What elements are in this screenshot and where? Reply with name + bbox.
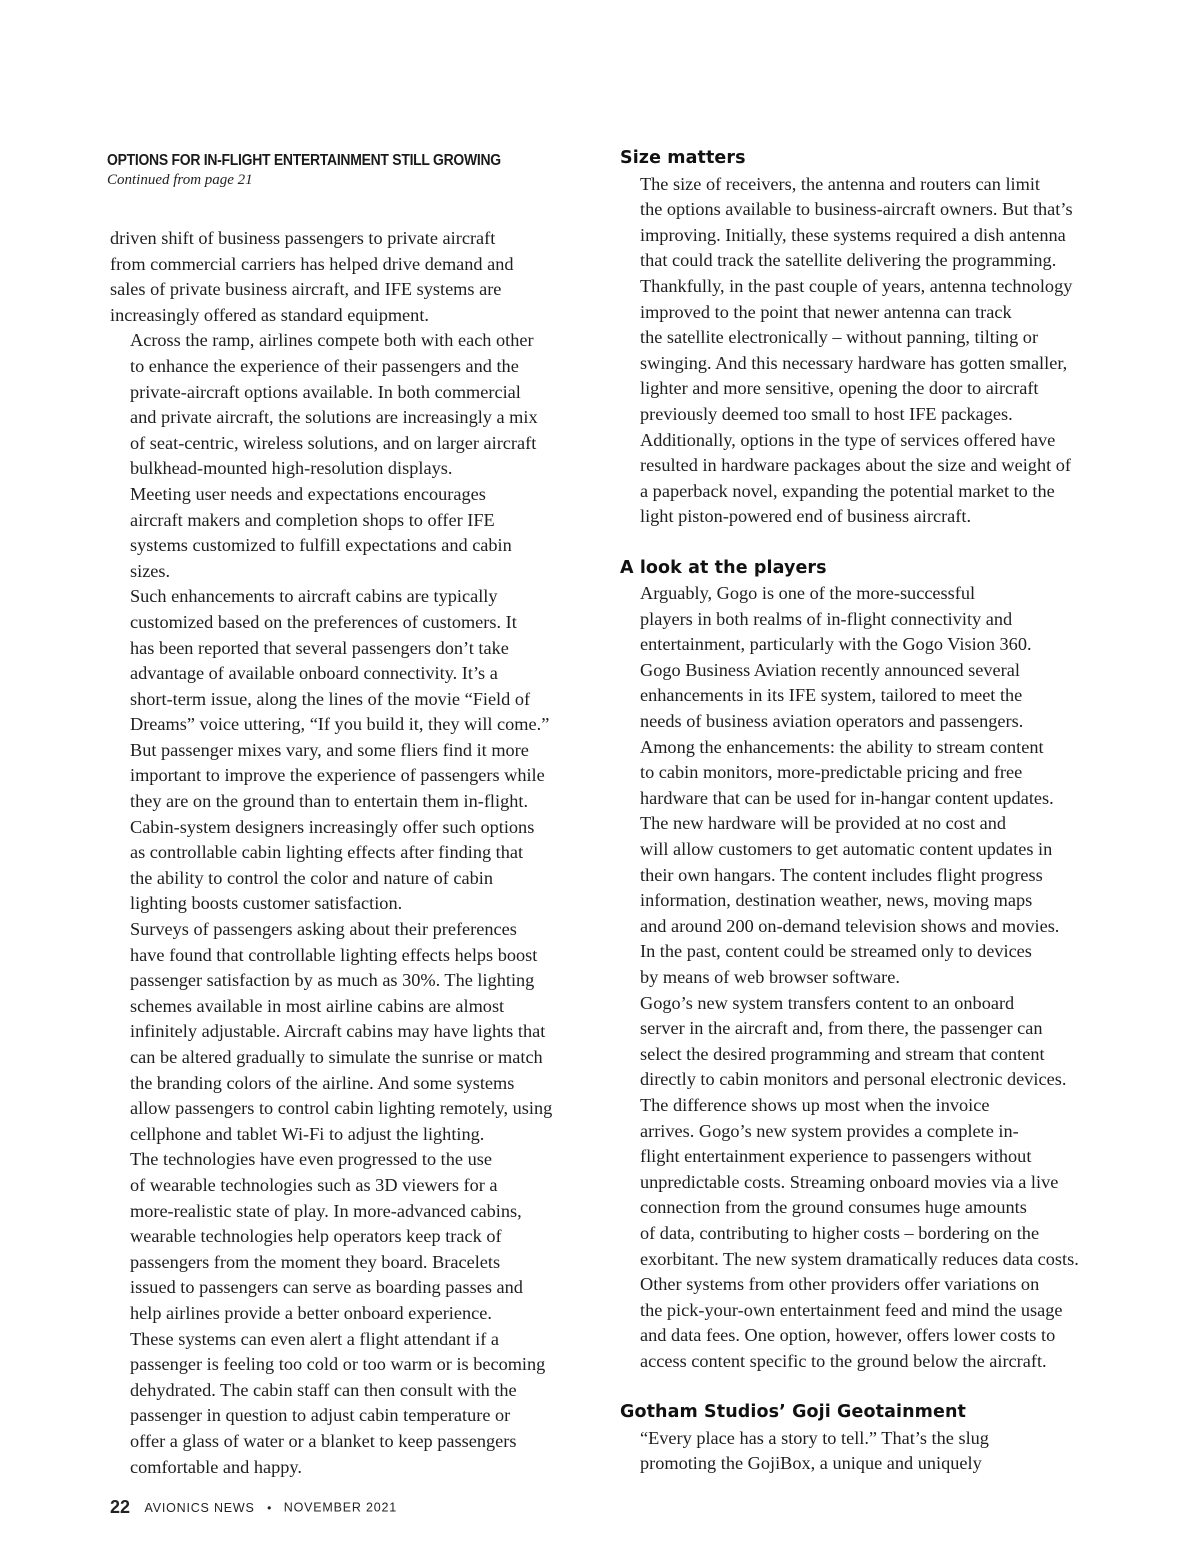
page-footer <box>110 1497 397 1518</box>
text-line: exorbitant. The new system dramatically reduces data costs. <box>640 1248 1079 1269</box>
text-line: Additionally, options in the type of services offered have <box>640 429 1056 450</box>
text-line: issued to passengers can serve as boarding passes and <box>130 1277 523 1298</box>
paragraph <box>620 1093 1098 1272</box>
text-line: resulted in hardware packages about the size and weight of <box>640 455 1071 476</box>
text-line: private-aircraft options available. In both commercial <box>130 381 521 402</box>
text-line: short-term issue, along the lines of the movie “Field of <box>130 688 531 709</box>
text-line: driven shift of business passengers to private aircraft <box>110 228 496 248</box>
text-line: Among the enhancements: the ability to stream content <box>640 736 1044 757</box>
text-line: lighting boosts customer satisfaction. <box>130 893 403 914</box>
text-line: In the past, content could be streamed only to devices <box>640 941 1032 962</box>
footer-bullet: • <box>267 1500 272 1515</box>
text-line: they are on the ground than to entertain them in-flight. <box>130 791 529 812</box>
text-line: infinitely adjustable. Aircraft cabins may have lights that <box>130 1021 546 1042</box>
section-gap <box>620 1375 1098 1401</box>
text-line: more-realistic state of play. In more-advanced cabins, <box>130 1200 522 1221</box>
text-line: from commercial carriers has helped drive demand and <box>110 253 514 274</box>
text-line: comfortable and happy. <box>130 1456 302 1477</box>
text-line: improved to the point that newer antenna can track <box>640 301 1012 322</box>
text-line: as controllable cabin lighting effects after finding that <box>130 842 524 863</box>
text-line: bulkhead-mounted high-resolution displays. <box>130 458 453 479</box>
paragraph <box>620 991 1098 1093</box>
text-line: have found that controllable lighting effects helps boost <box>130 944 538 965</box>
paragraph <box>110 328 590 482</box>
text-line: These systems can even alert a flight attendant if a <box>130 1328 500 1349</box>
text-line: needs of business aviation operators and passengers. <box>640 711 1024 732</box>
text-line: has been reported that several passengers don’t take <box>130 637 509 658</box>
text-line: the ability to control the color and nature of cabin <box>130 867 493 888</box>
text-line: passenger is feeling too cold or too warm or is becoming <box>130 1354 546 1375</box>
paragraph <box>620 811 1098 939</box>
text-line: swinging. And this necessary hardware has gotten smaller, <box>640 352 1068 373</box>
text-line: lighter and more sensitive, opening the door to aircraft <box>640 378 1039 399</box>
text-line: Gogo Business Aviation recently announced several <box>640 659 1020 680</box>
publication-name: AVIONICS NEWS <box>144 1500 255 1515</box>
text-line: select the desired programming and stream that content <box>640 1043 1045 1064</box>
page-number: 22 <box>110 1497 131 1517</box>
text-line: wearable technologies help operators keep track of <box>130 1226 502 1247</box>
text-line: passenger satisfaction by as much as 30%. The lighting <box>130 970 535 991</box>
paragraph <box>110 1327 590 1481</box>
text-line: to enhance the experience of their passengers and the <box>130 355 519 376</box>
paragraph <box>110 584 590 738</box>
text-line: the pick-your-own entertainment feed and mind the usage <box>640 1299 1063 1320</box>
text-line: Gogo’s new system transfers content to an onboard <box>640 992 1015 1013</box>
text-line: offer a glass of water or a blanket to keep passengers <box>130 1430 517 1451</box>
right-column <box>620 146 1098 1477</box>
text-line: The difference shows up most when the invoice <box>640 1094 990 1115</box>
text-line: improving. Initially, these systems required a dish antenna <box>640 224 1066 245</box>
text-line: Across the ramp, airlines compete both with each other <box>130 330 534 351</box>
text-line: will allow customers to get automatic content updates in <box>640 839 1053 860</box>
continued-note: Continued from page 21 <box>107 172 253 188</box>
text-line: flight entertainment experience to passengers without <box>640 1146 1032 1167</box>
text-line: The technologies have even progressed to the use <box>130 1149 492 1170</box>
text-line: sizes. <box>130 560 171 581</box>
text-line: to cabin monitors, more-predictable pricing and free <box>640 762 1023 783</box>
text-line: Other systems from other providers offer variations on <box>640 1274 1040 1295</box>
text-line: Cabin-system designers increasingly offer such options <box>130 816 535 837</box>
text-line: Arguably, Gogo is one of the more-successful <box>640 583 976 604</box>
text-line: promoting the GojiBox, a unique and uniquely <box>640 1453 982 1474</box>
article-header <box>107 151 587 190</box>
text-line: Dreams” voice uttering, “If you build it, they will come.” <box>130 714 550 735</box>
paragraph <box>620 581 1098 658</box>
text-line: Meeting user needs and expectations encourages <box>130 483 486 504</box>
paragraph <box>620 1426 1098 1477</box>
text-line: the satellite electronically – without panning, tilting or <box>640 327 1039 348</box>
text-line: entertainment, particularly with the Gogo Vision 360. <box>640 634 1032 655</box>
text-line: server in the aircraft and, from there, the passenger can <box>640 1018 1043 1039</box>
text-line: Such enhancements to aircraft cabins are typically <box>130 586 498 607</box>
text-line: enhancements in its IFE system, tailored to meet the <box>640 685 1023 706</box>
text-line: previously deemed too small to host IFE packages. <box>640 403 1013 424</box>
section-heading: Gotham Studios’ Goji Geotainment <box>620 1402 966 1423</box>
issue-date: NOVEMBER 2021 <box>283 1500 398 1515</box>
paragraph <box>620 658 1098 812</box>
article-kicker: OPTIONS FOR IN-FLIGHT ENTERTAINMENT STILL GROWING <box>107 152 501 169</box>
paragraph <box>110 482 590 584</box>
text-line: and data fees. One option, however, offers lower costs to <box>640 1325 1056 1346</box>
text-line: players in both realms of in-flight connectivity and <box>640 608 1013 629</box>
text-line: light piston-powered end of business aircraft. <box>640 506 972 527</box>
text-line: passenger in question to adjust cabin temperature or <box>130 1405 511 1426</box>
paragraph <box>110 738 590 917</box>
text-line: cellphone and tablet Wi-Fi to adjust the lighting. <box>130 1123 485 1144</box>
text-line: customized based on the preferences of customers. It <box>130 611 517 632</box>
text-line: their own hangars. The content includes flight progress <box>640 864 1043 885</box>
text-line: Surveys of passengers asking about their preferences <box>130 919 517 940</box>
text-line: Thankfully, in the past couple of years, antenna technology <box>640 275 1073 296</box>
text-line: sales of private business aircraft, and IFE systems are <box>110 279 502 300</box>
text-line: help airlines provide a better onboard experience. <box>130 1302 492 1323</box>
text-line: arrives. Gogo’s new system provides a complete in- <box>640 1120 1019 1141</box>
text-line: and private aircraft, the solutions are increasingly a mix <box>130 407 538 428</box>
text-line: information, destination weather, news, moving maps <box>640 890 1033 911</box>
section-heading: Size matters <box>620 148 746 168</box>
text-line: a paperback novel, expanding the potential market to the <box>640 480 1055 501</box>
text-line: that could track the satellite delivering the programming. <box>640 250 1057 271</box>
text-line: and around 200 on-demand television shows and movies. <box>640 915 1060 936</box>
text-line: important to improve the experience of passengers while <box>130 765 545 786</box>
paragraph <box>110 1147 590 1326</box>
paragraph <box>110 226 590 328</box>
text-line: the options available to business-aircraft owners. But that’s <box>640 199 1073 220</box>
text-line: access content specific to the ground below the aircraft. <box>640 1350 1047 1371</box>
text-line: The new hardware will be provided at no cost and <box>640 813 1007 834</box>
left-column <box>110 226 590 1480</box>
text-line: can be altered gradually to simulate the sunrise or match <box>130 1047 543 1067</box>
text-line: “Every place has a story to tell.” That’s the slug <box>640 1427 989 1448</box>
text-line: connection from the ground consumes huge amounts <box>640 1197 1027 1218</box>
paragraph <box>620 939 1098 990</box>
text-line: of wearable technologies such as 3D viewers for a <box>130 1174 498 1195</box>
text-line: advantage of available onboard connectivity. It’s a <box>130 663 498 684</box>
text-line: of seat-centric, wireless solutions, and on larger aircraft <box>130 432 537 453</box>
text-line: directly to cabin monitors and personal electronic devices. <box>640 1069 1067 1090</box>
text-line: hardware that can be used for in-hangar content updates. <box>640 787 1054 808</box>
paragraph <box>620 172 1098 428</box>
text-line: schemes available in most airline cabins are almost <box>130 995 505 1016</box>
section-gap <box>620 530 1098 556</box>
paragraph <box>620 1272 1098 1374</box>
paragraph <box>110 917 590 1147</box>
text-line: systems customized to fulfill expectations and cabin <box>130 535 512 556</box>
text-line: But passenger mixes vary, and some fliers find it more <box>130 739 529 760</box>
text-line: increasingly offered as standard equipment. <box>110 304 429 325</box>
text-line: the branding colors of the airline. And some systems <box>130 1072 515 1093</box>
paragraph <box>620 428 1098 530</box>
text-line: dehydrated. The cabin staff can then consult with the <box>130 1379 517 1400</box>
text-line: by means of web browser software. <box>640 967 900 987</box>
section-heading: A look at the players <box>620 557 827 578</box>
text-line: aircraft makers and completion shops to offer IFE <box>130 509 495 530</box>
text-line: The size of receivers, the antenna and routers can limit <box>640 173 1040 194</box>
text-line: passengers from the moment they board. Bracelets <box>130 1251 501 1272</box>
text-line: of data, contributing to higher costs – bordering on the <box>640 1222 1040 1243</box>
text-line: unpredictable costs. Streaming onboard movies via a live <box>640 1171 1059 1192</box>
text-line: allow passengers to control cabin lighting remotely, using <box>130 1098 553 1119</box>
